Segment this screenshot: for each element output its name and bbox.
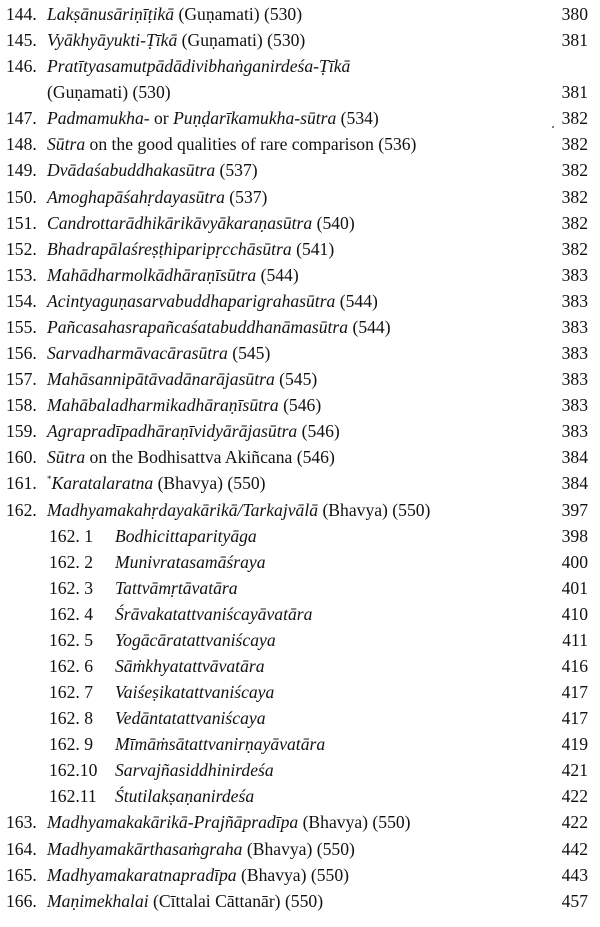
entry-number: 161. — [6, 473, 37, 494]
title-plain-segment: (545) — [227, 343, 271, 364]
page-number: 383 — [561, 395, 588, 416]
index-subentry — [0, 757, 600, 783]
title-plain-segment: (545) — [274, 369, 318, 390]
title-plain-segment: (541) — [291, 238, 335, 259]
page-number: 383 — [561, 343, 588, 364]
page-number: 382 — [561, 108, 588, 129]
title-plain-segment: (534) — [336, 108, 379, 129]
entry-title — [47, 184, 267, 210]
entry-title — [47, 366, 317, 392]
index-subentry — [0, 549, 600, 575]
index-entry — [0, 836, 600, 862]
index-subentry — [0, 679, 600, 705]
page-number: 398 — [561, 525, 588, 546]
page-number: 382 — [561, 186, 588, 207]
entry-title — [47, 210, 355, 236]
index-subentry — [0, 627, 600, 653]
title-italic-segment: Amoghapāśahṛdayasūtra — [47, 186, 225, 207]
page-number: 381 — [561, 30, 588, 51]
entry-title — [115, 679, 274, 705]
page-number: 382 — [561, 160, 588, 181]
entry-number: 155. — [6, 316, 37, 337]
entry-title — [115, 757, 274, 783]
entry-number: 164. — [6, 838, 37, 859]
entry-number: 151. — [6, 212, 37, 233]
entry-title — [47, 340, 270, 366]
entry-number: 146. — [6, 56, 37, 77]
title-italic-segment: Sarvadharmāvacārasūtra — [47, 343, 228, 364]
index-entry — [0, 27, 600, 53]
title-plain-segment: (544) — [335, 290, 378, 311]
index-entry — [0, 288, 600, 314]
entry-title — [47, 392, 321, 418]
page-number: 443 — [561, 864, 588, 885]
index-entry — [0, 418, 600, 444]
title-plain-segment: (Bhavya) (550) — [236, 864, 349, 885]
title-italic-segment: Sūtra — [47, 134, 86, 155]
entry-number: 160. — [6, 447, 37, 468]
page-number: 410 — [561, 603, 588, 624]
index-entry — [0, 392, 600, 418]
title-italic-segment: Dvādaśabuddhakasūtra — [47, 160, 216, 181]
title-italic-segment: Madhyamakahṛdayakārikā/Tarkajvālā — [47, 499, 319, 520]
index-entry — [0, 314, 600, 340]
entry-number: 162. 7 — [49, 682, 93, 703]
title-italic-segment: Vyākhyāyukti-Ṭīkā — [47, 30, 178, 51]
index-entry — [0, 210, 600, 236]
entry-number: 162. 1 — [49, 525, 93, 546]
title-italic-segment: Sūtra — [47, 447, 86, 468]
entry-number: 144. — [6, 4, 37, 24]
page-number: 382 — [561, 238, 588, 259]
page-number: 383 — [561, 264, 588, 285]
title-plain-segment: (537) — [215, 160, 258, 181]
title-italic-segment: Acintyaguṇasarvabuddhaparigrahasūtra — [47, 290, 336, 311]
title-italic-segment: Mīmāṁsātattvanirṇayāvatāra — [115, 734, 326, 755]
index-entry — [0, 366, 600, 392]
title-plain-segment: (Bhavya) (550) — [298, 812, 411, 833]
entry-number: 162. 2 — [49, 551, 93, 572]
entry-title — [47, 418, 340, 444]
title-plain-segment: (Bhavya) (550) — [153, 473, 266, 494]
entry-number: 165. — [6, 864, 37, 885]
entry-title — [47, 836, 355, 862]
title-plain-segment: (546) — [297, 421, 340, 442]
entry-title — [115, 731, 325, 757]
page-number: 382 — [561, 134, 588, 155]
index-entry — [0, 888, 600, 914]
entry-number: 149. — [6, 160, 37, 181]
index-entry — [0, 862, 600, 888]
index-entry — [0, 184, 600, 210]
entry-title — [47, 288, 378, 314]
index-entry — [0, 497, 600, 523]
entry-title — [47, 236, 334, 262]
title-italic-segment: Puṇḍarīkamukha-sūtra — [173, 108, 337, 129]
title-italic-segment: Bhadrapālaśreṣṭhiparipṛcchāsūtra — [47, 238, 292, 259]
index-entry — [0, 131, 600, 157]
page-number: 383 — [561, 369, 588, 390]
page-number: 417 — [561, 682, 588, 703]
entry-number: 162. 8 — [49, 708, 93, 729]
index-entry — [0, 157, 600, 183]
page-number: 381 — [561, 82, 588, 103]
entry-title — [47, 53, 350, 79]
entry-title — [47, 809, 411, 835]
stray-ink-mark — [552, 126, 554, 128]
entry-number: 158. — [6, 395, 37, 416]
page-number: 383 — [561, 290, 588, 311]
title-italic-segment: Śrāvakatattvaniścayāvatāra — [115, 603, 313, 624]
title-plain-segment: (Cīttalai Cāttanār) (550) — [148, 890, 324, 911]
page-number: 416 — [561, 656, 588, 676]
entry-title — [47, 131, 416, 157]
title-italic-segment: Pañcasahasrapañcaśatabuddhanāmasūtra — [47, 316, 349, 337]
index-entry — [0, 444, 600, 470]
entry-title — [115, 523, 257, 549]
index-entry — [0, 236, 600, 262]
index-entry — [0, 79, 600, 105]
title-italic-segment: Sāṁkhyatattvāvatāra — [115, 656, 265, 676]
index-entry — [0, 53, 600, 79]
entry-number: 162. 3 — [49, 577, 93, 598]
title-plain-segment: on the good qualities of rare comparison (536) — [85, 134, 417, 155]
entry-title — [115, 783, 254, 809]
index-entry — [0, 470, 600, 496]
index-subentry — [0, 705, 600, 731]
entry-title — [47, 79, 171, 105]
title-plain-segment: (546) — [278, 395, 322, 416]
page-number: 422 — [561, 786, 588, 807]
entry-number: 145. — [6, 30, 37, 51]
index-subentry — [0, 575, 600, 601]
page-number: 401 — [561, 577, 588, 598]
entry-title — [115, 549, 266, 575]
title-italic-segment: Madhyamakaratnapradīpa — [47, 864, 237, 885]
entry-number: 162. 6 — [49, 656, 93, 676]
page-number: 411 — [562, 629, 588, 650]
page-number: 382 — [561, 212, 588, 233]
index-entry — [0, 262, 600, 288]
title-plain-segment: (Guṇamati) (530) — [177, 30, 306, 51]
entry-number: 153. — [6, 264, 37, 285]
entry-number: 152. — [6, 238, 37, 259]
entry-title — [47, 314, 391, 340]
entry-number: 159. — [6, 421, 37, 442]
entry-number: 163. — [6, 812, 37, 833]
page-number: 419 — [561, 734, 588, 755]
title-plain-segment: or — [149, 108, 174, 129]
title-plain-segment: (544) — [256, 264, 299, 285]
title-plain-segment: (Guṇamati) (530) — [174, 4, 303, 24]
title-plain-segment: (537) — [224, 186, 268, 207]
index-subentry — [0, 653, 600, 679]
title-italic-segment: Śtutilakṣaṇanirdeśa — [115, 786, 255, 807]
page-number: 397 — [561, 499, 588, 520]
entry-title — [47, 157, 258, 183]
title-italic-segment: Mahābaladharmikadhāraṇīsūtra — [47, 395, 279, 416]
title-plain-segment: (Guṇamati) (530) — [47, 82, 171, 103]
index-entry — [0, 105, 600, 131]
entry-number: 156. — [6, 343, 37, 364]
title-italic-segment: Yogācāratattvaniścaya — [115, 629, 276, 650]
title-italic-segment: Tattvāmṛtāvatāra — [115, 577, 238, 598]
page-number: 383 — [561, 421, 588, 442]
entry-number: 162. 5 — [49, 629, 93, 650]
entry-title — [47, 27, 305, 53]
title-plain-segment: (544) — [348, 316, 391, 337]
entry-title — [115, 575, 238, 601]
entry-title — [47, 862, 349, 888]
title-italic-segment: Lakṣānusāriṇīṭikā — [47, 4, 175, 24]
entry-title — [47, 497, 430, 523]
title-italic-segment: Sarvajñasiddhinirdeśa — [115, 760, 274, 781]
entry-title — [47, 105, 379, 131]
index-subentry — [0, 783, 600, 809]
title-plain-segment: (540) — [312, 212, 355, 233]
title-italic-segment: Maṇimekhalai — [47, 890, 149, 911]
page-number: 384 — [561, 447, 588, 468]
entry-title — [47, 1, 302, 27]
entry-number: 147. — [6, 108, 37, 129]
entry-title — [115, 705, 266, 731]
title-italic-segment: Vaiśeṣikatattvaniścaya — [115, 682, 275, 703]
page-number: 457 — [561, 890, 588, 911]
title-italic-segment: Munivratasamāśraya — [115, 551, 266, 572]
index-subentry — [0, 731, 600, 757]
title-italic-segment: Mahādharmolkādhāraṇīsūtra — [47, 264, 257, 285]
title-italic-segment: Pratītyasamutpādādivibhaṅganirdeśa-Ṭīkā — [47, 56, 351, 77]
entry-number: 162. 9 — [49, 734, 93, 755]
title-plain-segment: * — [47, 474, 52, 485]
entry-number: 157. — [6, 369, 37, 390]
page-number: 421 — [561, 760, 588, 781]
title-italic-segment: Vedāntatattvaniścaya — [115, 708, 266, 729]
title-italic-segment: Madhyamakakārikā-Prajñāpradīpa — [47, 812, 299, 833]
index-entry — [0, 809, 600, 835]
entry-number: 150. — [6, 186, 37, 207]
page-number: 383 — [561, 316, 588, 337]
page-number: 422 — [561, 812, 588, 833]
entry-title — [115, 601, 312, 627]
index-subentry — [0, 601, 600, 627]
index-subentry — [0, 523, 600, 549]
title-plain-segment: (Bhavya) (550) — [318, 499, 431, 520]
title-italic-segment: Padmamukha- — [47, 108, 150, 129]
entry-number: 162.11 — [49, 786, 97, 807]
title-italic-segment: Mahāsannipātāvadānarājasūtra — [47, 369, 275, 390]
page-number: 380 — [561, 4, 588, 24]
page-number: 417 — [561, 708, 588, 729]
index-entry — [0, 1, 600, 27]
title-italic-segment: Madhyamakārthasaṁgraha — [47, 838, 243, 859]
index-entry — [0, 340, 600, 366]
title-italic-segment: Karatalaratna — [51, 473, 154, 494]
entry-number: 162. — [6, 499, 37, 520]
entry-number: 162. 4 — [49, 603, 93, 624]
entry-number: 154. — [6, 290, 37, 311]
entry-title — [115, 627, 276, 653]
entry-title — [47, 444, 335, 470]
title-italic-segment: Bodhicittaparityāga — [115, 525, 257, 546]
title-plain-segment: (Bhavya) (550) — [242, 838, 355, 859]
entry-title — [47, 262, 299, 288]
entry-title — [47, 470, 266, 496]
title-italic-segment: Candrottarādhikārikāvyākaraṇasūtra — [47, 212, 313, 233]
page-number: 384 — [561, 473, 588, 494]
entry-title — [115, 653, 265, 679]
entry-title — [47, 888, 323, 914]
title-plain-segment: on the Bodhisattva Akiñcana (546) — [85, 447, 335, 468]
page-number: 400 — [561, 551, 588, 572]
entry-number: 148. — [6, 134, 37, 155]
entry-number: 166. — [6, 890, 37, 911]
entry-number: 162.10 — [49, 760, 98, 781]
page-number: 442 — [561, 838, 588, 859]
title-italic-segment: Agrapradīpadhāraṇīvidyārājasūtra — [47, 421, 298, 442]
